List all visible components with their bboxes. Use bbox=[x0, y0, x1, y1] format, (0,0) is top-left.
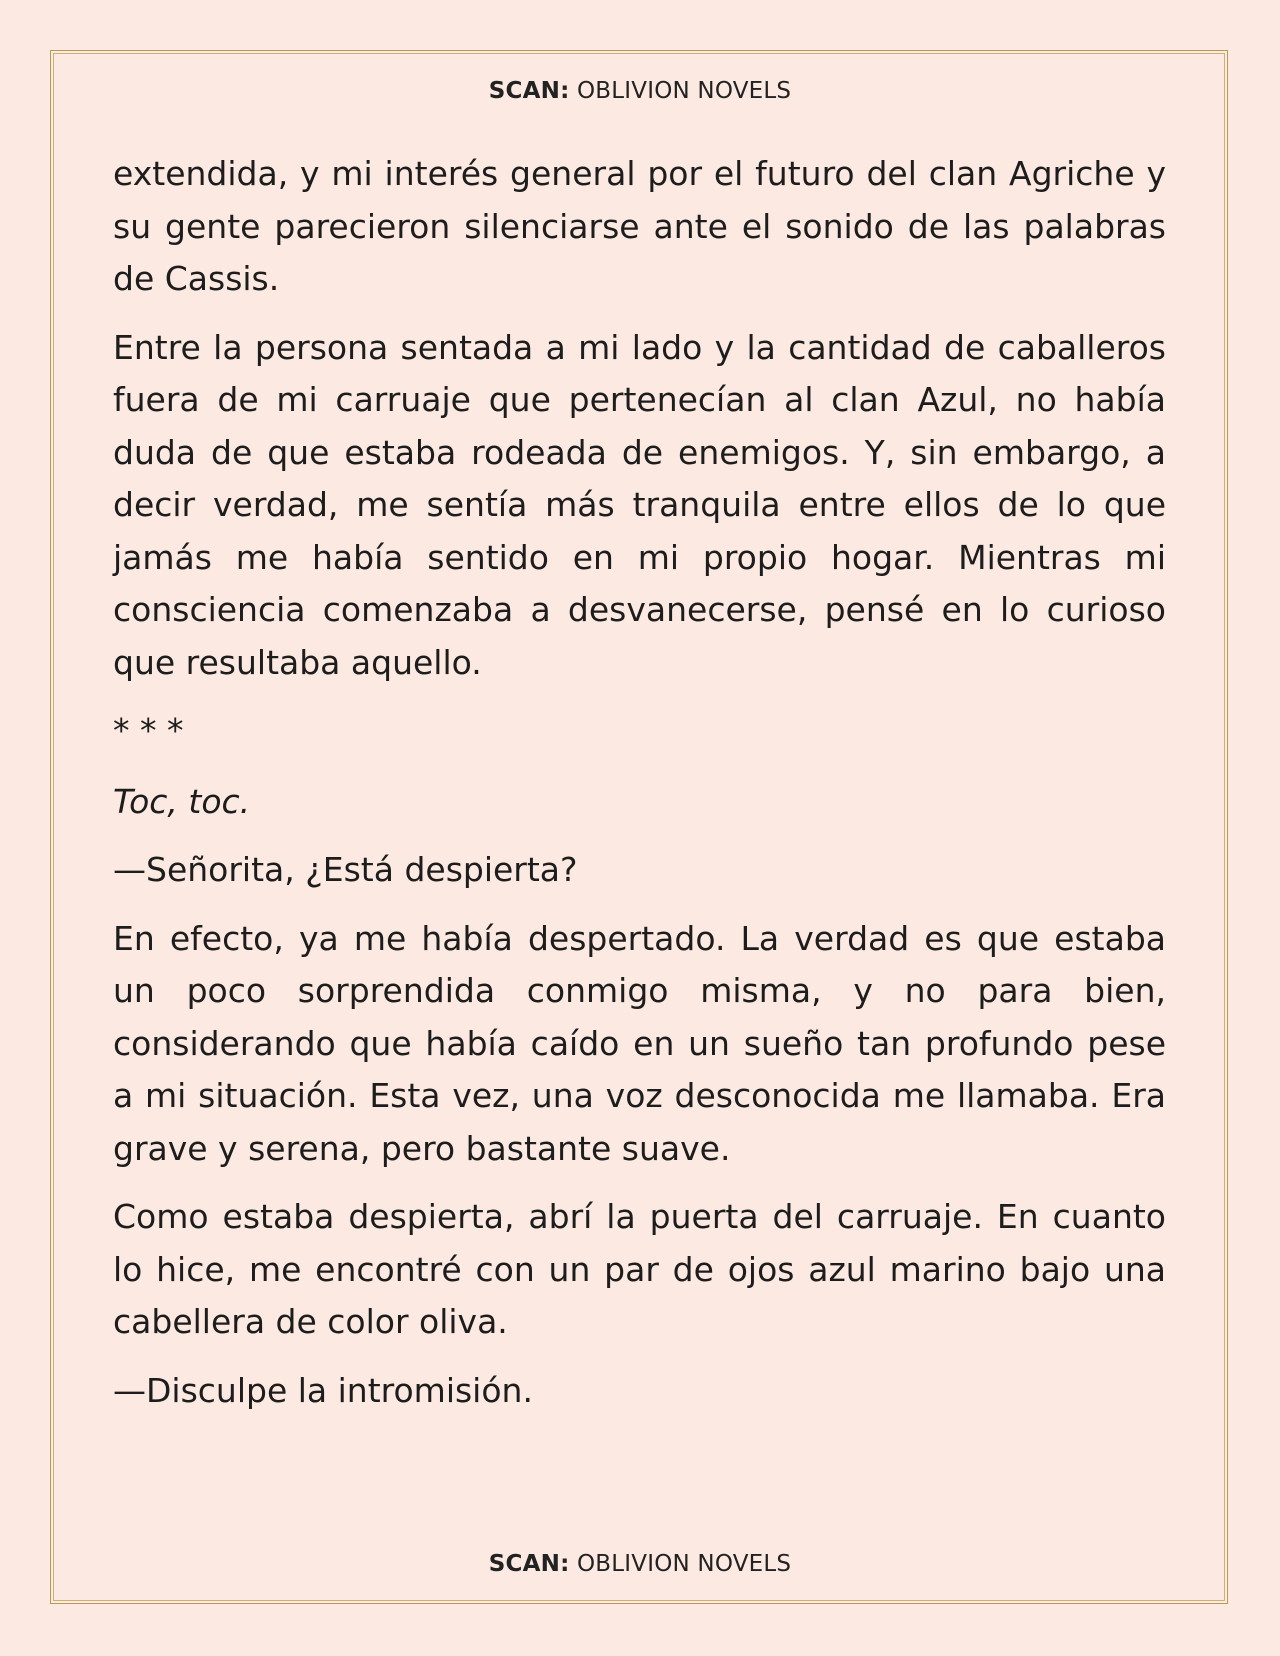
paragraph-4: Como estaba despierta, abrí la puerta del carruaje. En cuanto lo hice, me encontré con un par de ojos azul marino bajo una cabellera de color oliva. bbox=[113, 1197, 1166, 1341]
scene-separator: * * * bbox=[113, 711, 184, 750]
header-scan-group: OBLIVION NOVELS bbox=[577, 78, 792, 104]
paragraph-1: extendida, y mi interés general por el futuro del clan Agriche y su gente parecieron silenciarse ante el sonido de las palabras de Cassis. bbox=[113, 154, 1166, 298]
paragraph-3: En efecto, ya me había despertado. La verdad es que estaba un poco sorprendida conmigo misma, y no para bien, considerando que había caído en un sueño tan profundo pese a mi situación. Esta vez, una voz desconocida me llamaba. Era grave y serena, pero bastante suave. bbox=[113, 918, 1166, 1168]
page-footer bbox=[0, 1551, 1280, 1577]
dialogue-line-1: —Señorita, ¿Está despierta? bbox=[113, 850, 578, 889]
paragraph-2: Entre la persona sentada a mi lado y la cantidad de caballeros fuera de mi carruaje que pertenecían al clan Azul, no había duda de que estaba rodeada de enemigos. Y, sin embargo, a decir verdad, me sentía más tranquila entre ellos de lo que jamás me había sentido en mi propio hogar. Mientras mi consciencia comenzaba a desvanecerse, pensé en lo curioso que resultaba aquello. bbox=[113, 327, 1166, 682]
page-body bbox=[113, 148, 1166, 1433]
paragraph-knock: Toc, toc. bbox=[113, 781, 251, 821]
page-header bbox=[0, 78, 1280, 104]
header-scan-label: SCAN: bbox=[488, 78, 570, 104]
dialogue-line-2: —Disculpe la intromisión. bbox=[113, 1370, 533, 1410]
footer-scan-group: OBLIVION NOVELS bbox=[577, 1551, 792, 1577]
footer-scan-label: SCAN: bbox=[488, 1551, 570, 1577]
